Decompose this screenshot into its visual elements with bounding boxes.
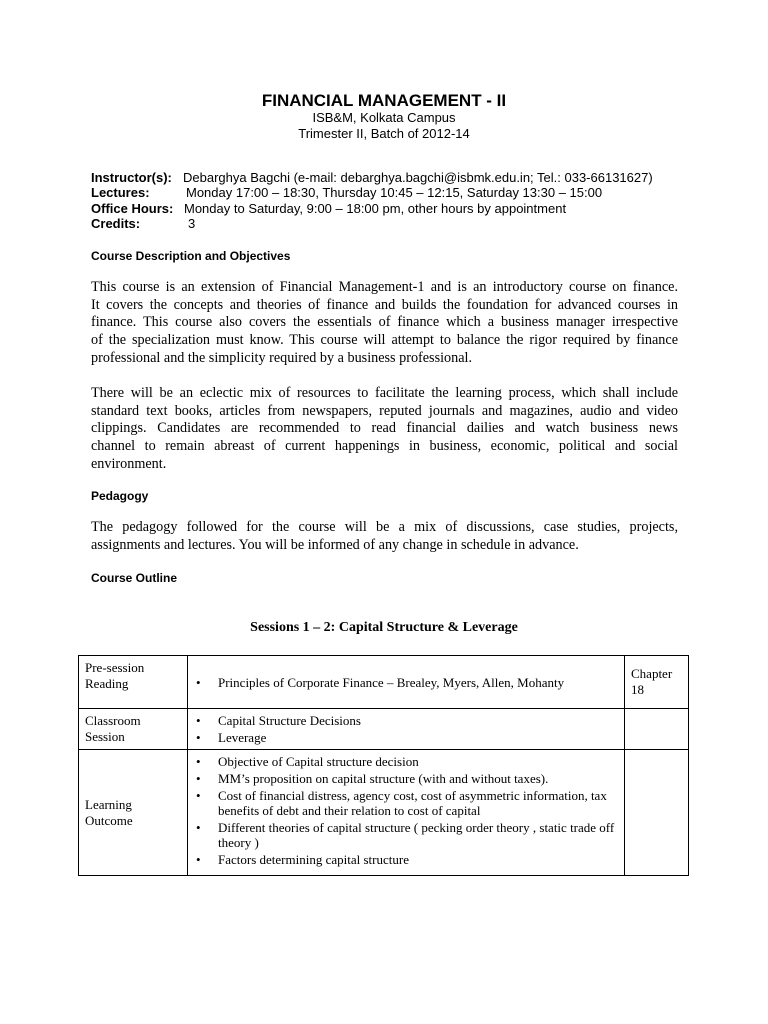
trimester-line: Trimester II, Batch of 2012-14 (298, 126, 470, 141)
list-item: • Leverage (192, 730, 620, 745)
list-item: • MM’s proposition on capital structure (with and without taxes). (192, 771, 620, 786)
text-line: of the specialization must know. This course will attempt to balance the rigor required by finance (91, 332, 678, 349)
office-hours-value: Monday to Saturday, 9:00 – 18:00 pm, other hours by appointment (184, 201, 567, 216)
row-items (188, 750, 625, 876)
instructor-value: Debarghya Bagchi (e-mail: debarghya.bagchi@isbmk.edu.in; Tel.: 033-66131627) (183, 170, 653, 185)
credits-value: 3 (188, 216, 196, 231)
row-note: Chapter 18 (625, 656, 689, 709)
text-line: The pedagogy followed for the course will be a mix of discussions, case studies, projects, (91, 519, 678, 535)
text-line: channel to remain abreast of current happenings in business, economic, political and social (91, 438, 678, 455)
list-item: • Cost of financial distress, agency cost, cost of asymmetric information, tax benefits of debt and their relation to cost of capital (192, 788, 620, 818)
lectures-row (91, 185, 603, 200)
description-paragraph-2 (91, 385, 678, 473)
row-items (188, 656, 625, 709)
list-item: • Different theories of capital structure ( pecking order theory , static trade off theory ) (192, 820, 620, 850)
office-hours-row (91, 201, 567, 216)
instructor-row (91, 170, 653, 185)
course-outline-heading: Course Outline (91, 571, 178, 585)
row-note (625, 709, 689, 750)
text-line: professional and the simplicity required by a business professional. (91, 349, 473, 366)
instructor-label: Instructor(s): (91, 170, 172, 185)
session-table (78, 655, 689, 876)
session-title: Sessions 1 – 2: Capital Structure & Leverage (250, 620, 518, 635)
lectures-value: Monday 17:00 – 18:30, Thursday 10:45 – 12:15, Saturday 13:30 – 15:00 (186, 185, 603, 200)
pedagogy-paragraph (91, 519, 678, 554)
description-paragraph-1 (91, 279, 678, 367)
row-label: Pre-session Reading (79, 656, 188, 709)
row-items (188, 709, 625, 750)
row-label: Learning Outcome (79, 750, 188, 876)
list-item: • Objective of Capital structure decision (192, 754, 620, 769)
row-label: Classroom Session (79, 709, 188, 750)
table-row (79, 750, 689, 876)
table-row (79, 709, 689, 750)
description-heading: Course Description and Objectives (91, 249, 291, 263)
text-line: There will be an eclectic mix of resources to facilitate the learning process, which shall include (91, 385, 678, 401)
list-item: • Principles of Corporate Finance – Brealey, Myers, Allen, Mohanty (192, 675, 620, 690)
text-line: clippings. Candidates are recommended to read financial dailies and watch business news (91, 420, 678, 437)
office-hours-label: Office Hours: (91, 201, 174, 216)
text-line: finance. This course also covers the essentials of finance which a business manager irrespective (91, 314, 678, 331)
text-line: standard text books, articles from newspapers, reputed journals and magazines, audio and video (91, 402, 678, 419)
table-row (79, 656, 689, 709)
row-note (625, 750, 689, 876)
lectures-label: Lectures: (91, 185, 150, 200)
text-line: It covers the concepts and theories of finance and builds the foundation for advanced courses in (91, 296, 678, 313)
campus-line: ISB&M, Kolkata Campus (312, 110, 456, 125)
document-title: FINANCIAL MANAGEMENT - II (261, 91, 507, 110)
list-item: • Factors determining capital structure (192, 852, 620, 867)
text-line: This course is an extension of Financial Management-1 and is an introductory course on finance. (91, 279, 678, 295)
credits-row (91, 216, 196, 231)
list-item: • Capital Structure Decisions (192, 713, 620, 728)
credits-label: Credits: (91, 216, 141, 231)
pedagogy-heading: Pedagogy (91, 489, 149, 503)
text-line: environment. (91, 455, 167, 472)
text-line: assignments and lectures. You will be informed of any change in schedule in advance. (91, 536, 579, 553)
